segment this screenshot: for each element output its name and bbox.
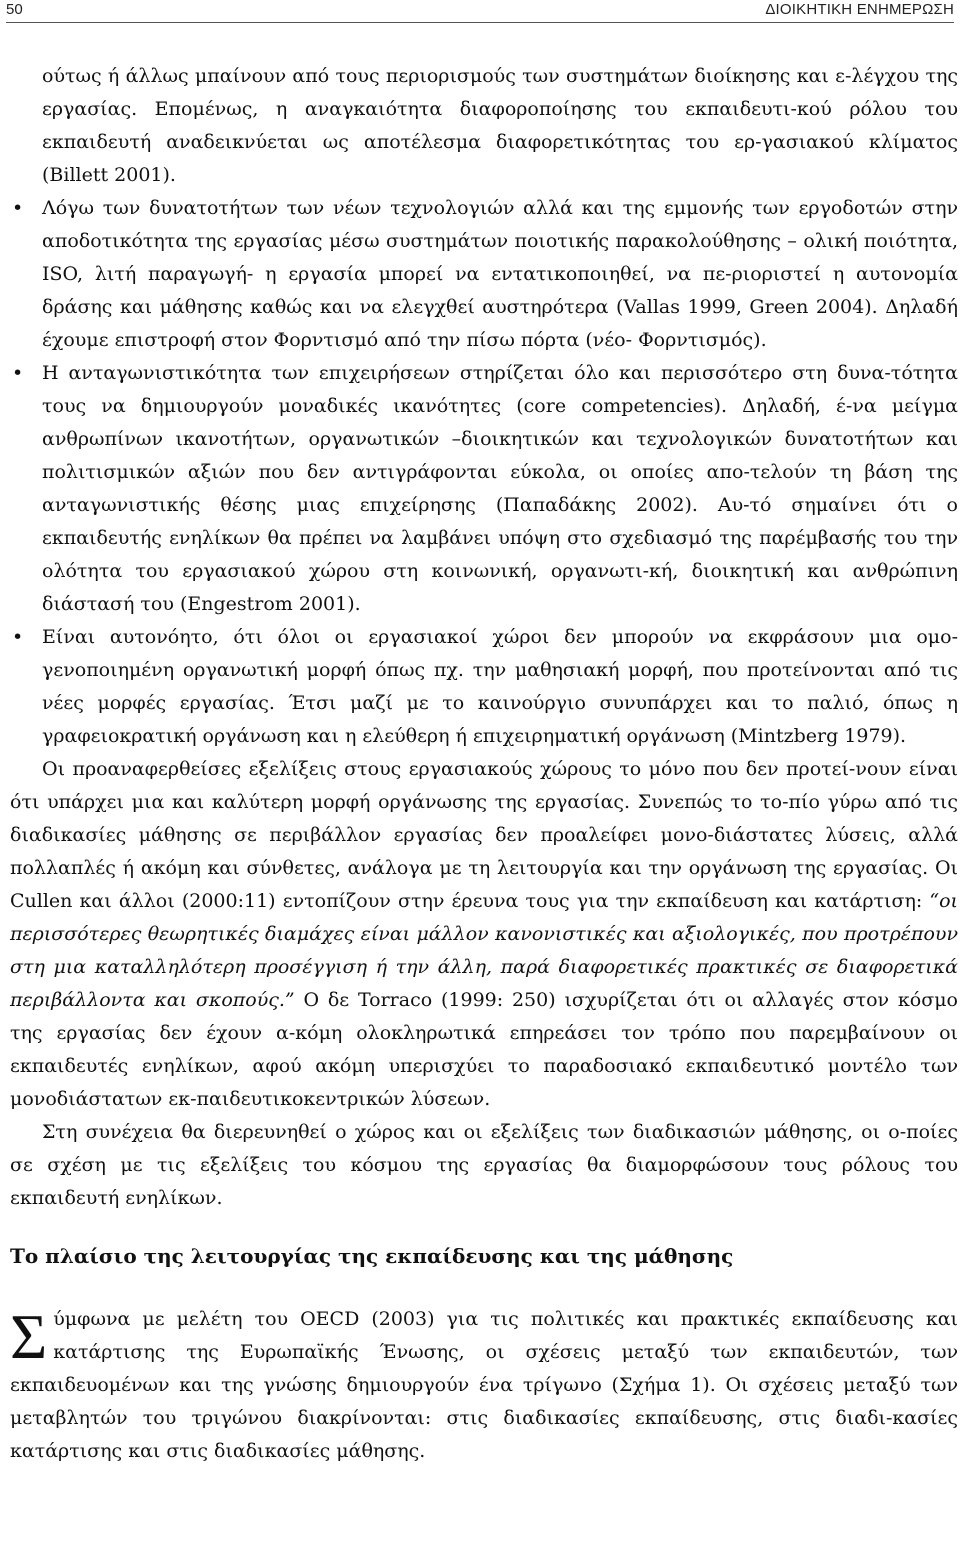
- drop-cap: Σ: [10, 1301, 48, 1372]
- paragraph-text: Ο δε Torraco (1999: 250) ισχυρίζεται ότι οι αλλαγές στον κόσμο της εργασίας δεν έχουν α-κόμη ολοκληρωτικά επηρεάσει τον τρόπο που παρεμβαίνουν οι εκπαιδευτές ενηλίκων, αφού ακόμη υπερισχύει το παραδοσιακό εκπαιδευτικό μοντέλο των μονοδιάστατων εκ-παιδευτικοκεντρικών λύσεων.: [10, 989, 958, 1110]
- paragraph-text: Οι προαναφερθείσες εξελίξεις στους εργασιακούς χώρους το μόνο που δεν προτεί-νουν είναι ότι υπάρχει μια και καλύτερη μορφή οργάνωσης της εργασίας. Συνεπώς το το-πίο γύρω από τις διαδικασίες μάθησης σε περιβάλλον εργασίας δεν προαλείφει μονο-διάστατες λύσεις, αλλά πολλαπλές ή ακόμη και σύνθετες, ανάλογα με τη λειτουργία και την οργάνωση της εργασίας. Οι Cullen και άλλοι (2000:11) εντοπίζουν στην έρευνα τους για την εκπαίδευση και κατάρτιση:: [10, 758, 958, 912]
- list-item: [10, 621, 958, 753]
- section-heading: Το πλαίσιο της λειτουργίας της εκπαίδευσης και της μάθησης: [10, 1244, 734, 1268]
- list-item-text: Είναι αυτονόητο, ότι όλοι οι εργασιακοί χώροι δεν μπορούν να εκφράσουν μια ομο-γενοποιημένη οργανωτική μορφή όπως πχ. την μαθησιακή μορφή, που προτείνονται από τις νέες μορφές εργασίας. Έτσι μαζί με το καινούργιο συνυπάρχει και το παλιό, όπως η γραφειοκρατική οργάνωση και η ελεύθερη ή επιχειρηματική οργάνωση (Mintzberg 1979).: [42, 626, 958, 747]
- bullet-icon: •: [12, 362, 24, 384]
- body-text: [10, 60, 958, 1468]
- quotation: “οι περισσότερες θεωρητικές διαμάχες είναι μάλλον κανονιστικές και αξιολογικές, που προτρέπουν στη μια καταλληλότερη προσέγγιση ή την άλλη, παρά διαφορετικές πρακτικές σε διαφορετικά περιβάλλοντα και σκοπούς.”: [10, 890, 958, 1011]
- list-item: [10, 192, 958, 357]
- list-item-text: Η ανταγωνιστικότητα των επιχειρήσεων στηρίζεται όλο και περισσότερο στη δυνα-τότητα τους να δημιουργούν μοναδικές ικανότητες (core competencies). Δηλαδή, έ-να μείγμα ανθρωπίνων ικανοτήτων, οργανωτικών –διοικητικών και τεχνολογικών δυνατοτήτων και πολιτισμικών αξιών που δεν αντιγράφονται εύκολα, οι οποίες απο-τελούν τη βάση της ανταγωνιστικής θέσης μιας επιχείρησης (Παπαδάκης 2002). Αυ-τό σημαίνει ότι ο εκπαιδευτής ενηλίκων θα πρέπει να λαμβάνει υπόψη στο σχεδιασμό της παρέμβασής του την ολότητα του εργασιακού χώρου στη κοινωνική, οργανωτι-κή, διοικητική και ανθρώπινη διάστασή του (Engestrom 2001).: [42, 362, 958, 615]
- paragraph-next-section-intro: Στη συνέχεια θα διερευνηθεί ο χώρος και οι εξελίξεις των διαδικασιών μάθησης, οι ο-ποίες σε σχέση με τις εξελίξεις του κόσμου της εργασίας θα διαμορφώσουν τους ρόλους του εκπαιδευτή ενηλίκων.: [10, 1121, 958, 1209]
- page-number: 50: [6, 1, 23, 18]
- list-item: [10, 357, 958, 621]
- paragraph-cullen: [10, 753, 958, 1116]
- section-paragraph-text: ύμφωνα με μελέτη του OECD (2003) για τις πολιτικές και πρακτικές εκπαίδευσης και κατάρτισης της Ευρωπαϊκής Ένωσης, οι σχέσεις μεταξύ των εκπαιδευτών, των εκπαιδευομένων και της γνώσης δημιουργούν ένα τρίγωνο (Σχήμα 1). Οι σχέσεις μεταξύ των μεταβλητών του τριγώνου διακρίνονται: στις διαδικασίες εκπαίδευσης, στις διαδι-κασίες κατάρτισης και στις διαδικασίες μάθησης.: [10, 1308, 958, 1462]
- bullet-list: [10, 192, 958, 753]
- section-paragraph: [10, 1303, 958, 1468]
- bullet-icon: •: [12, 197, 24, 219]
- bullet-icon: •: [12, 626, 24, 648]
- page-header: [6, 0, 954, 23]
- list-item-text: Λόγω των δυνατοτήτων των νέων τεχνολογιών αλλά και της εμμονής των εργοδοτών στην αποδοτικότητα της εργασίας μέσω συστημάτων ποιοτικής παρακολούθησης – ολική ποιότητα, ISO, λιτή παραγωγή- η εργασία μπορεί να εντατικοποιηθεί, να πε-ριοριστεί η αυτονομία δράσης και μάθησης καθώς και να ελεγχθεί αυστηρότερα (Vallas 1999, Green 2004). Δηλαδή έχουμε επιστροφή στον Φορντισμό από την πίσω πόρτα (νέο- Φορντισμός).: [42, 197, 958, 351]
- continuation-paragraph: ούτως ή άλλως μπαίνουν από τους περιορισμούς των συστημάτων διοίκησης και ε-λέγχου της εργασίας. Επομένως, η αναγκαιότητα διαφοροποίησης του εκπαιδευτι-κού ρόλου του εκπαιδευτή αναδεικνύεται ως αποτέλεσμα διαφορετικότητας του ερ-γασιακού κλίματος (Billett 2001).: [42, 65, 958, 186]
- journal-title: ΔΙΟΙΚΗΤΙΚΗ ΕΝΗΜΕΡΩΣΗ: [765, 1, 954, 18]
